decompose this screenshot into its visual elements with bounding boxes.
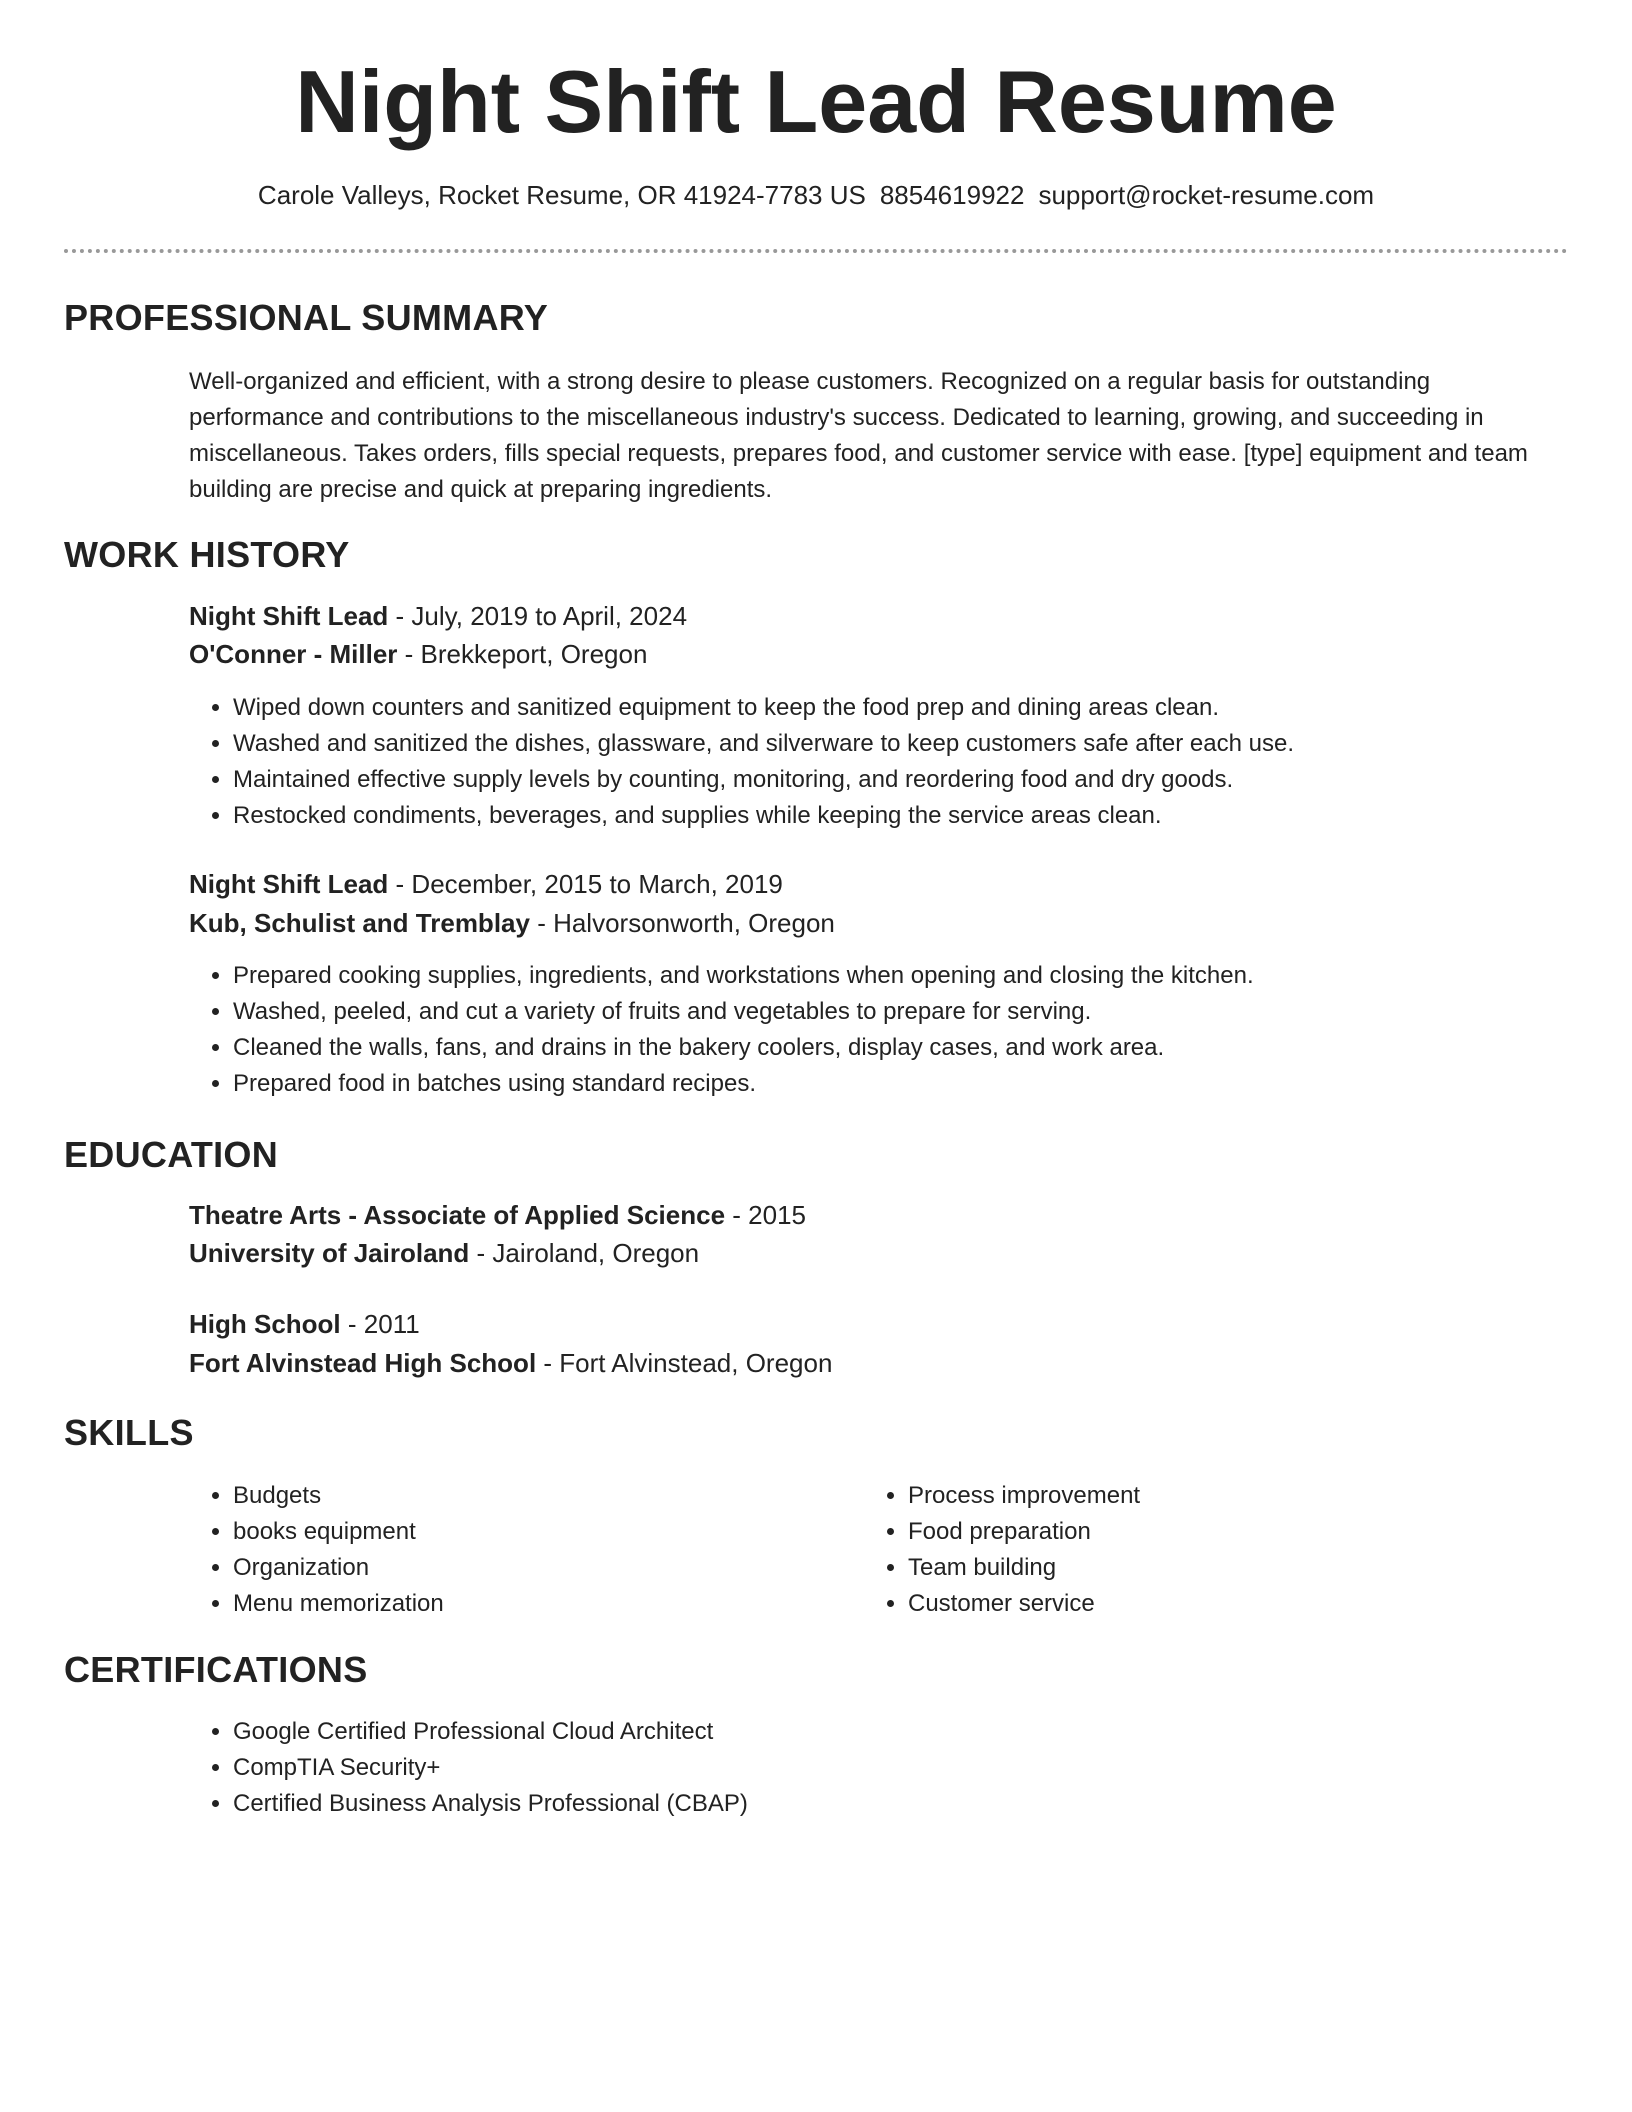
certifications-heading: CERTIFICATIONS [64,1649,368,1690]
list-item: • books equipment [233,1514,444,1550]
job-title-line [189,598,687,634]
work-history-heading: WORK HISTORY [64,534,350,575]
list-item: • Restocked condiments, beverages, and supplies while keeping the service areas clean. [233,798,1294,834]
header-divider [64,249,1568,253]
skills-heading: SKILLS [64,1412,194,1453]
list-item: • Food preparation [908,1514,1140,1550]
skills-list-right [864,1478,1140,1622]
list-item: • Prepared cooking supplies, ingredients, and workstations when opening and closing the kitchen. [233,958,1254,994]
job-company-line [189,636,647,672]
list-item: • Washed and sanitized the dishes, glassware, and silverware to keep customers safe after each use. [233,726,1294,762]
education-location: - Jairoland, Oregon [469,1238,700,1268]
list-item: • Wiped down counters and sanitized equipment to keep the food prep and dining areas clean. [233,690,1294,726]
job-title-line [189,866,783,902]
list-item: • Google Certified Professional Cloud Architect [233,1714,748,1750]
job-location: - Halvorsonworth, Oregon [529,908,835,938]
list-item: • Certified Business Analysis Professional (CBAP) [233,1786,748,1822]
list-item: • Team building [908,1550,1140,1586]
job-dates: - December, 2015 to March, 2019 [388,869,783,899]
job-company: O'Conner - Miller [189,639,398,669]
list-item: • Customer service [908,1586,1140,1622]
resume-title: Night Shift Lead Resume [295,52,1337,151]
education-year: - 2015 [725,1200,806,1230]
education-heading: EDUCATION [64,1134,279,1175]
education-school: Fort Alvinstead High School [189,1348,537,1378]
list-item: • Cleaned the walls, fans, and drains in the bakery coolers, display cases, and work area. [233,1030,1254,1066]
summary-text: Well-organized and efficient, with a strong desire to please customers. Recognized on a regular basis for outstanding performance and contributions to the miscellaneous industry's success. Dedicated to learning, growing, and succeeding in miscellaneous. Takes orders, fills special requests, prepares food, and customer service with ease. [type] equipment and team building are precise and quick at preparing ingredients. [189,368,1528,503]
list-item: • Menu memorization [233,1586,444,1622]
list-item: • Maintained effective supply levels by counting, monitoring, and reordering food and dry goods. [233,762,1294,798]
job-duties-list [189,958,1254,1102]
job-duties-list [189,690,1294,834]
skills-list-left [189,1478,444,1622]
job-company: Kub, Schulist and Tremblay [189,908,530,938]
contact-address: Carole Valleys, Rocket Resume, OR 41924-7783 US [257,180,866,210]
list-item: • Process improvement [908,1478,1140,1514]
job-title: Night Shift Lead [189,601,389,631]
education-degree-line [189,1197,806,1233]
job-title: Night Shift Lead [189,869,389,899]
education-school: University of Jairoland [189,1238,470,1268]
education-school-line [189,1235,699,1271]
contact-line [0,178,1632,212]
job-dates: - July, 2019 to April, 2024 [388,601,688,631]
job-company-line [189,905,835,941]
list-item: • Washed, peeled, and cut a variety of fruits and vegetables to prepare for serving. [233,994,1254,1030]
education-degree-line [189,1306,420,1342]
education-school-line [189,1345,832,1381]
certifications-list [189,1714,748,1822]
education-degree: Theatre Arts - Associate of Applied Science [189,1200,726,1230]
job-location: - Brekkeport, Oregon [397,639,648,669]
list-item: • CompTIA Security+ [233,1750,748,1786]
contact-phone: 8854619922 [879,180,1025,210]
education-year: - 2011 [340,1309,420,1339]
list-item: • Organization [233,1550,444,1586]
contact-email: support@rocket-resume.com [1038,180,1375,210]
list-item: • Prepared food in batches using standard recipes. [233,1066,1254,1102]
education-degree: High School [189,1309,341,1339]
summary-heading: PROFESSIONAL SUMMARY [64,297,549,338]
list-item: • Budgets [233,1478,444,1514]
education-location: - Fort Alvinstead, Oregon [536,1348,833,1378]
